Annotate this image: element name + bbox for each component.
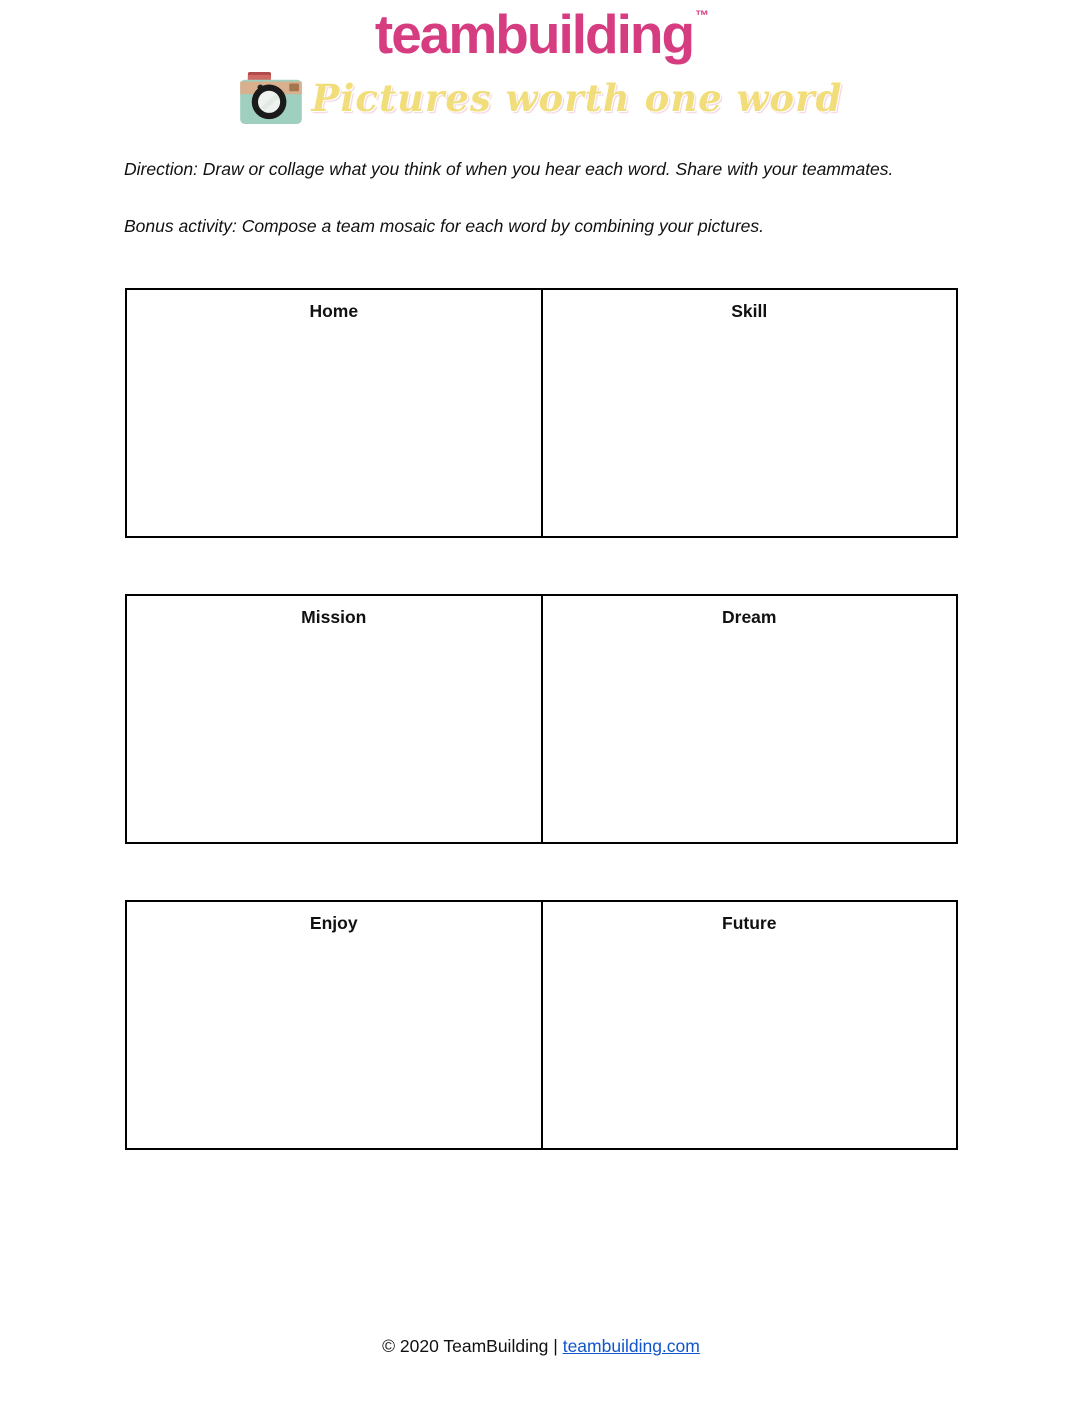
cell-enjoy: Enjoy bbox=[126, 901, 542, 1149]
word-table-3 bbox=[125, 900, 958, 1150]
logo-text: teambuilding bbox=[374, 3, 694, 65]
direction-text: Direction: Draw or collage what you think of when you hear each word. Share with your teammates. bbox=[124, 158, 894, 179]
cell-skill: Skill bbox=[542, 289, 958, 537]
cell-mission: Mission bbox=[126, 595, 542, 843]
trademark-symbol: ™ bbox=[695, 7, 710, 23]
copyright-text: © 2020 TeamBuilding | bbox=[382, 1336, 563, 1356]
teambuilding-logo bbox=[374, 3, 710, 65]
instructions bbox=[124, 154, 958, 242]
worksheet-title-row bbox=[0, 70, 1082, 126]
cell-dream: Dream bbox=[542, 595, 958, 843]
camera-icon bbox=[240, 72, 302, 124]
word-table-2 bbox=[125, 594, 958, 844]
word-table-1 bbox=[125, 288, 958, 538]
bonus-activity-text: Bonus activity: Compose a team mosaic for each word by combining your pictures. bbox=[124, 215, 765, 236]
cell-home: Home bbox=[126, 289, 542, 537]
footer bbox=[0, 1336, 1082, 1357]
cell-future: Future bbox=[542, 901, 958, 1149]
worksheet-title: Pictures worth one word bbox=[311, 75, 843, 120]
header bbox=[0, 0, 1082, 126]
teambuilding-link[interactable]: teambuilding.com bbox=[562, 1336, 700, 1356]
